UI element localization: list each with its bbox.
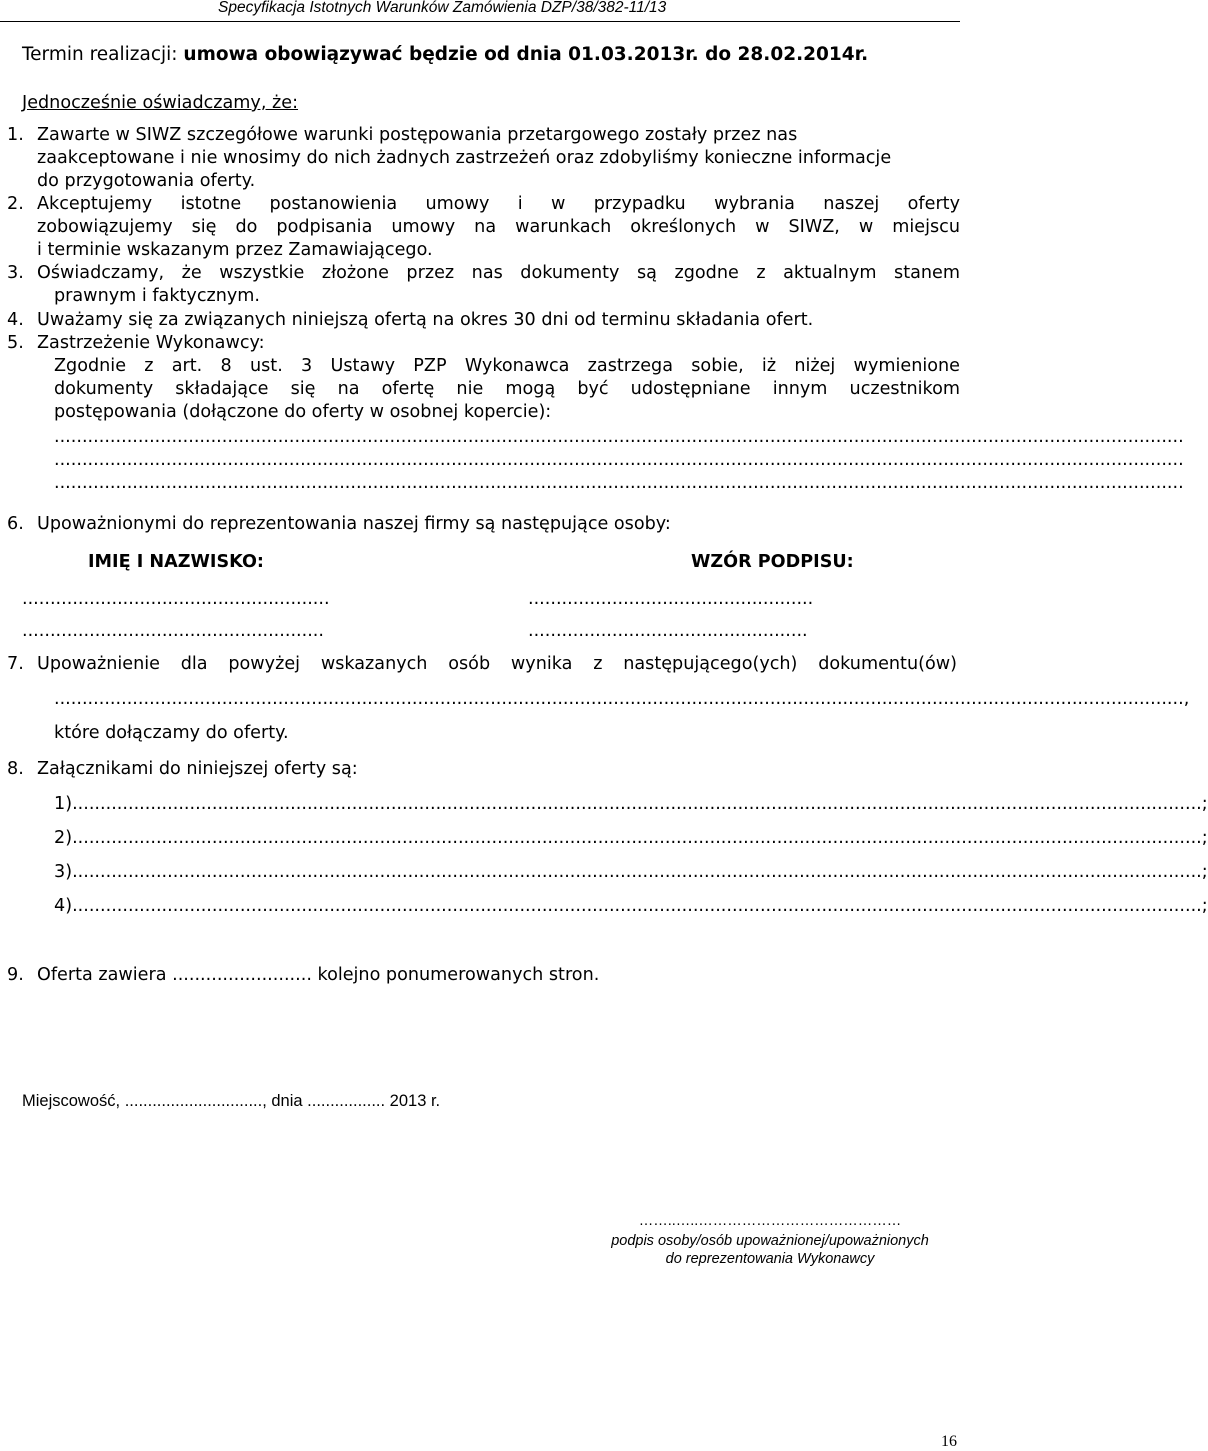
dotted-line: .......................................................................................................................................................................................................... — [54, 450, 1184, 470]
item-2-number: 2. — [7, 194, 24, 214]
page-header-title: Specyfikacja Istotnych Warunków Zamówienia DZP/38/382-11/13 — [218, 0, 667, 16]
attachment-number: 3) — [54, 862, 73, 882]
item-5-line-3: dokumenty składające się na ofertę nie mogą być udostępniane innym uczestnikom — [54, 379, 960, 399]
dotted-line: .......................................................................................................................................................................................................... — [54, 473, 1184, 493]
attachment-end: ; — [1201, 828, 1208, 848]
attachment-line — [54, 793, 1208, 816]
item-1 — [37, 124, 960, 191]
dotted-line: .......................................................................................................................................................................................................... — [72, 896, 1202, 916]
attachment-end: ; — [1201, 794, 1208, 814]
item-2-line-3: i terminie wskazanym przez Zamawiającego. — [37, 240, 433, 260]
column-header-name: IMIĘ I NAZWISKO: — [88, 552, 264, 572]
item-6-line-1: Upoważnionymi do reprezentowania naszej firmy są następujące osoby: — [37, 514, 671, 534]
page-number: 16 — [941, 1433, 957, 1450]
termin-line — [22, 43, 868, 66]
item-7-line-1: Upoważnienie dla powyżej wskazanych osób wynika z następującego(ych) dokumentu(ów) — [37, 654, 957, 674]
dotted-line: .......................................................................................................................................................................................................... — [72, 862, 1202, 882]
termin-value: umowa obowiązywać będzie od dnia 01.03.2013r. do 28.02.2014r. — [183, 44, 869, 65]
item-7-line-3: które dołączamy do oferty. — [54, 723, 289, 743]
header-rule — [0, 21, 960, 22]
intro-text: Jednocześnie oświadczamy, że: — [22, 93, 299, 113]
item-3 — [37, 262, 960, 308]
attachment-end: ; — [1201, 862, 1208, 882]
item-1-line-3: do przygotowania oferty. — [37, 171, 256, 191]
item-1-line-2: zaakceptowane i nie wnosimy do nich żadnych zastrzeżeń oraz zdobyliśmy konieczne informacje — [37, 148, 892, 168]
dotted-line: .......................................................................................................................................................................................................... — [72, 828, 1202, 848]
item-6-number: 6. — [7, 514, 24, 534]
signature-dots: ................................................... — [528, 589, 814, 609]
item-3-line-1: Oświadczamy, że wszystkie złożone przez nas dokumenty są zgodne z aktualnym stanem — [37, 263, 960, 283]
item-2-line-1: Akceptujemy istotne postanowienia umowy i w przypadku wybrania naszej oferty — [37, 194, 960, 214]
item-5-line-2: Zgodnie z art. 8 ust. 3 Ustawy PZP Wykonawca zastrzega sobie, iż niżej wymienione — [54, 356, 960, 376]
signature-dots: ……..…..…………………………………… — [638, 1213, 902, 1229]
item-5-line-1: Zastrzeżenie Wykonawcy: — [37, 333, 265, 353]
item-8-line-1: Załącznikami do niniejszej oferty są: — [37, 759, 358, 779]
signature-caption-line-1: podpis osoby/osób upoważnionej/upoważnionych — [611, 1233, 929, 1249]
attachment-number: 1) — [54, 794, 73, 814]
item-9-line-1: Oferta zawiera ......................... kolejno ponumerowanych stron. — [37, 965, 600, 985]
termin-label: Termin realizacji: — [22, 44, 178, 65]
item-5-line-4: postępowania (dołączone do oferty w osobnej kopercie): — [54, 402, 552, 422]
attachment-number: 4) — [54, 896, 73, 916]
item-7-line-2 — [54, 688, 1190, 711]
item-5-body — [54, 355, 960, 425]
item-4-line-1: Uważamy się za związanych niniejszą ofertą na okres 30 dni od terminu składania ofert. — [37, 310, 814, 330]
item-5-number: 5. — [7, 333, 24, 353]
attachment-line — [54, 895, 1208, 918]
item-7-number: 7. — [7, 654, 24, 674]
dotted-line: .......................................................................................................................................................................................................... — [54, 427, 1184, 447]
line-end: , — [1183, 689, 1190, 709]
signature-caption-line-2: do reprezentowania Wykonawcy — [665, 1251, 875, 1267]
name-dots: ....................................................... — [22, 589, 330, 609]
place-date-line: Miejscowość, .............................., dnia ................. 2013 r. — [22, 1092, 441, 1110]
item-1-line-1: Zawarte w SIWZ szczegółowe warunki postępowania przetargowego zostały przez nas — [37, 125, 798, 145]
item-9-number: 9. — [7, 965, 24, 985]
signature-dots: .................................................. — [528, 621, 808, 641]
item-3-number: 3. — [7, 263, 24, 283]
item-4-number: 4. — [7, 310, 24, 330]
item-3-line-2: prawnym i faktycznym. — [54, 286, 261, 306]
item-2-line-2: zobowiązujemy się do podpisania umowy na warunkach określonych w SIWZ, w miejscu — [37, 217, 960, 237]
item-1-number: 1. — [7, 125, 24, 145]
attachment-line — [54, 861, 1208, 884]
attachment-end: ; — [1201, 896, 1208, 916]
item-8-number: 8. — [7, 759, 24, 779]
dotted-line: .......................................................................................................................................................................................................... — [72, 794, 1202, 814]
column-header-signature: WZÓR PODPISU: — [691, 552, 854, 572]
attachment-line — [54, 827, 1208, 850]
attachment-number: 2) — [54, 828, 73, 848]
name-dots: ...................................................... — [22, 621, 324, 641]
dotted-line: .......................................................................................................................................................................................................... — [54, 689, 1184, 709]
item-2 — [37, 193, 960, 263]
